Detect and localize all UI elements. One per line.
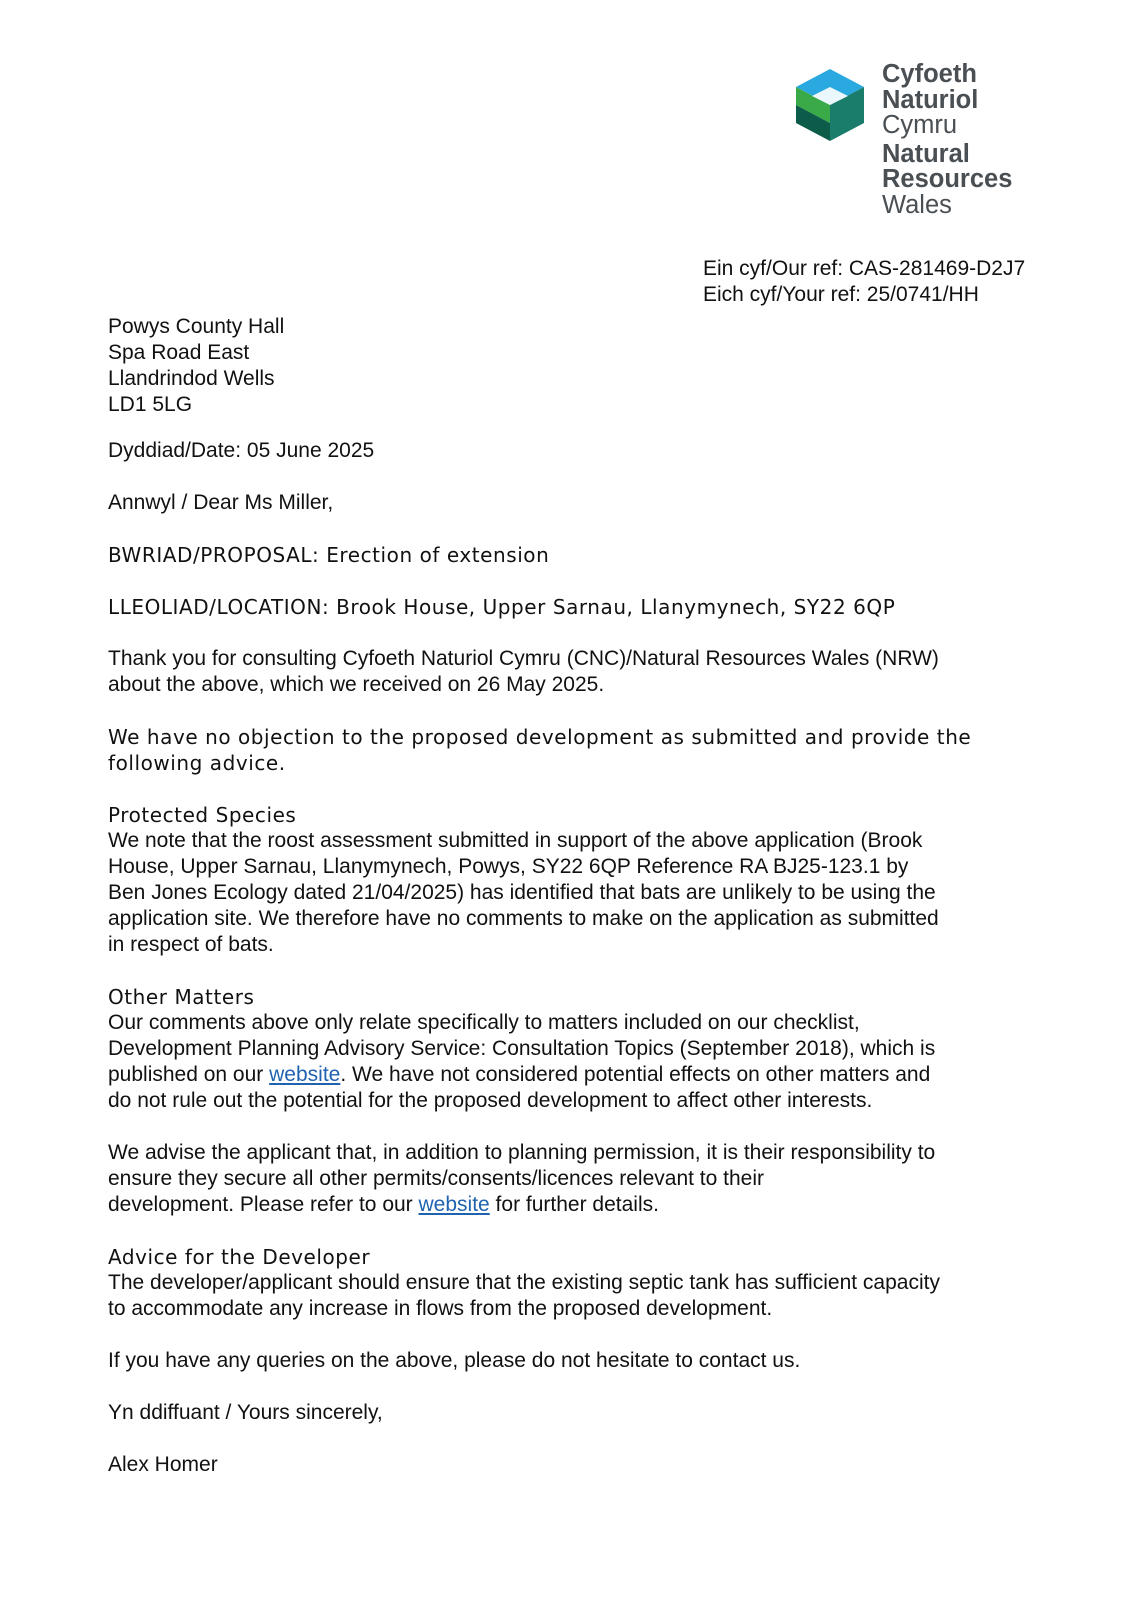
developer-advice-section — [108, 1244, 1028, 1322]
protected-species-section — [108, 802, 1028, 958]
our-reference: Ein cyf/Our ref: CAS-281469-D2J7 — [703, 257, 1026, 280]
date-text: Dyddiad/Date: 05 June 2025 — [108, 439, 375, 462]
developer-advice-line-2: to accommodate any increase in flows from the proposed development. — [108, 1297, 773, 1320]
location-text: LLEOLIAD/LOCATION: Brook House, Upper Sarnau, Llanymynech, SY22 6QP — [108, 595, 896, 619]
no-objection-paragraph — [108, 724, 1028, 776]
other-matters-line-3-before: published on our — [108, 1063, 270, 1086]
logo-welsh-line-2: Naturiol — [882, 85, 979, 114]
logo-english-line-1: Natural — [882, 139, 970, 168]
address-line-2: Spa Road East — [108, 341, 250, 364]
proposal-line — [108, 542, 1028, 568]
other-matters-heading: Other Matters — [108, 985, 255, 1009]
address-line-3: Llandrindod Wells — [108, 367, 275, 390]
salutation-text: Annwyl / Dear Ms Miller, — [108, 491, 334, 514]
nrw-hexagon-logo-icon — [792, 67, 868, 143]
intro-line-1: Thank you for consulting Cyfoeth Naturiol Cymru (CNC)/Natural Resources Wales (NRW) — [108, 647, 939, 670]
protected-species-line-4: application site. We therefore have no comments to make on the application as submitted — [108, 907, 939, 930]
nrw-logo — [792, 62, 1032, 222]
signatory-name: Alex Homer — [108, 1453, 218, 1476]
developer-advice-heading: Advice for the Developer — [108, 1245, 371, 1269]
other-matters-section — [108, 984, 1028, 1114]
advise-line-3-before: development. Please refer to our — [108, 1193, 419, 1216]
website-link[interactable]: website — [269, 1063, 341, 1086]
protected-species-line-5: in respect of bats. — [108, 933, 274, 956]
no-objection-line-2: following advice. — [108, 751, 286, 775]
no-objection-line-1: We have no objection to the proposed development as submitted and provide the — [108, 725, 972, 749]
proposal-text: BWRIAD/PROPOSAL: Erection of extension — [108, 543, 550, 567]
address-line-4: LD1 5LG — [108, 393, 193, 416]
letter-date — [108, 438, 1028, 464]
your-reference: Eich cyf/Your ref: 25/0741/HH — [703, 283, 979, 306]
intro-line-2: about the above, which we received on 26 May 2025. — [108, 673, 605, 696]
protected-species-line-3: Ben Jones Ecology dated 21/04/2025) has identified that bats are unlikely to be using the — [108, 881, 936, 904]
recipient-address — [108, 314, 1028, 418]
location-line — [108, 594, 1028, 620]
intro-paragraph — [108, 646, 1028, 698]
protected-species-line-2: House, Upper Sarnau, Llanymynech, Powys, SY22 6QP Reference RA BJ25-123.1 by — [108, 855, 909, 878]
advise-line-3 — [108, 1192, 1028, 1218]
queries-paragraph — [108, 1348, 1028, 1374]
advise-line-2: ensure they secure all other permits/consents/licences relevant to their — [108, 1167, 764, 1190]
salutation — [108, 490, 1028, 516]
developer-advice-line-1: The developer/applicant should ensure that the existing septic tank has sufficient capacity — [108, 1271, 940, 1294]
other-matters-line-2: Development Planning Advisory Service: Consultation Topics (September 2018), which is — [108, 1037, 936, 1060]
other-matters-line-3-after: . We have not considered potential effects on other matters and — [340, 1063, 931, 1086]
queries-text: If you have any queries on the above, please do not hesitate to contact us. — [108, 1349, 801, 1372]
protected-species-line-1: We note that the roost assessment submitted in support of the above application (Brook — [108, 829, 923, 852]
address-line-1: Powys County Hall — [108, 315, 285, 338]
logo-english-line-2: Resources — [882, 165, 1013, 193]
advise-line-3-after: for further details. — [489, 1193, 659, 1216]
logo-welsh-line-1: Cyfoeth — [882, 60, 977, 88]
other-matters-line-1: Our comments above only relate specifically to matters included on our checklist, — [108, 1011, 860, 1034]
logo-english-line-3: Wales — [882, 190, 952, 219]
advise-paragraph — [108, 1140, 1028, 1218]
signatory — [108, 1452, 1028, 1478]
protected-species-heading: Protected Species — [108, 803, 297, 827]
closing-text: Yn ddiffuant / Yours sincerely, — [108, 1401, 383, 1424]
other-matters-line-4: do not rule out the potential for the proposed development to affect other interests. — [108, 1089, 873, 1112]
website-link-2[interactable]: website — [418, 1193, 490, 1216]
logo-wordmark — [882, 62, 1012, 218]
advise-line-1: We advise the applicant that, in addition to planning permission, it is their responsibility to — [108, 1141, 936, 1164]
reference-block — [703, 256, 1113, 308]
closing — [108, 1400, 1028, 1426]
logo-welsh-line-3: Cymru — [882, 111, 958, 139]
other-matters-line-3 — [108, 1062, 1028, 1088]
